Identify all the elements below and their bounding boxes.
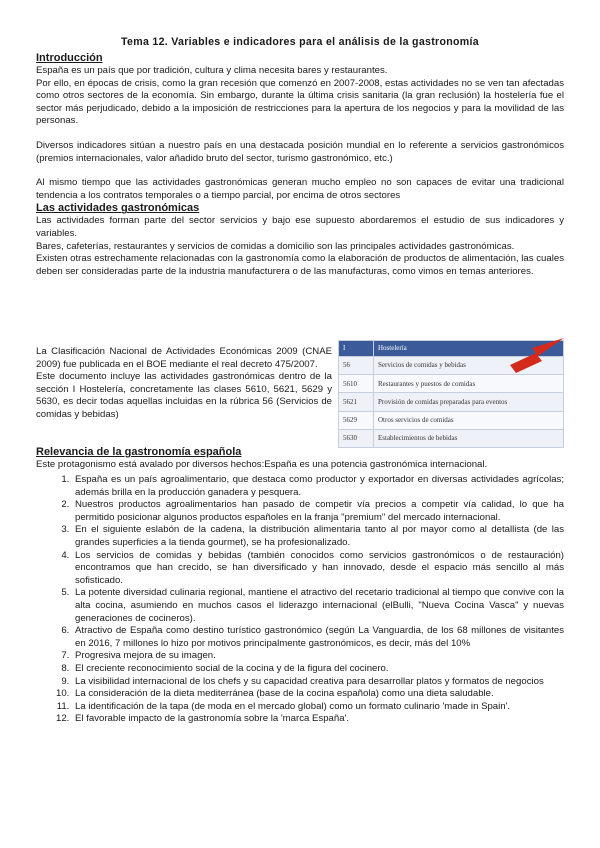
red-arrow-icon (500, 336, 566, 376)
activities-paragraph-2: Bares, cafeterías, restaurantes y servicios de comidas a domicilio son las principales actividades gastronómicas. (36, 240, 515, 252)
list-item: 5. La potente diversidad culinaria regional, mantiene el atractivo del recetario tradicional al tiempo que convive con la alta cocina, asumiendo en muchos casos el liderazgo internacional (elBulli, "Nueva Cocina Vasca" y nuevas generaciones de cocineros). (72, 587, 564, 625)
relevance-intro: Este protagonismo está avalado por diversos hechos:España es una potencia gastronómica internacional. (36, 459, 488, 470)
activities-paragraph-3: Existen otras estrechamente relacionadas con la gastronomía como la elaboración de productos de alimentación, las cuales deben ser consideradas parte de la industria manufacturera o de las manufacturas, como vimos en temas anteriores. (36, 253, 564, 277)
cnae-row (339, 429, 564, 447)
intro-paragraph-1: España es un país que por tradición, cultura y clima necesita bares y restaurantes. (36, 65, 388, 76)
list-item: 12. El favorable impacto de la gastronomía sobre la 'marca España'. (72, 713, 564, 726)
intro-paragraph-3: Diversos indicadores sitúan a nuestro país en una destacada posición mundial en lo referente a servicios gastronómicos (premios internacionales, valor añadido bruto del sector, turismo gastronómico, etc.) (36, 139, 564, 164)
cnae-label: Servicios de comidas y bebidas (374, 357, 564, 375)
activities-paragraph-1: Las actividades forman parte del sector servicios y bajo ese supuesto abordaremos el estudio de sus indicadores y variables. (36, 215, 564, 239)
relevance-list-wrap (52, 474, 564, 726)
cnae-code: 56 (339, 357, 374, 375)
cnae-label: Provisión de comidas preparadas para eventos (374, 393, 564, 411)
intro-section (36, 52, 564, 278)
list-item: 2. Nuestros productos agroalimentarios han pasado de competir vía precios a competir vía calidad, lo que ha permitido posicionar algunos productos españoles en la franja "premium" del mercado internacional. (72, 499, 564, 524)
cnae-label: Hostelería (374, 341, 564, 357)
relevance-section (36, 446, 564, 472)
list-item: 8. El creciente reconocimiento social de la cocina y de la figura del cocinero. (72, 663, 564, 676)
list-item: 11. La identificación de la tapa (de moda en el mercado global) como un formato culinario 'made in Spain'. (72, 701, 564, 714)
list-item: 1. España es un país agroalimentario, que destaca como productor y exportador en diversas actividades agrícolas; además brilla en la producción ganadera y pesquera. (72, 474, 564, 499)
list-item: 4. Los servicios de comidas y bebidas (también conocidos como servicios gastronómicos o de restauración) encontramos que han crecido, se han diversificado y han innovado, desde el espacio más sencillo al más sofisticado. (72, 550, 564, 588)
cnae-code: 5610 (339, 375, 374, 393)
relevance-heading: Relevancia de la gastronomía española (36, 446, 242, 458)
intro-heading: Introducción (36, 52, 103, 64)
list-item: 7. Progresiva mejora de su imagen. (72, 650, 564, 663)
cnae-code: I (339, 341, 374, 357)
list-item: 3. En el siguiente eslabón de la cadena, la distribución alimentaria tanto al por mayor como al detallista (de las grandes superficies a la tienda gourmet), se ha profesionalizado. (72, 524, 564, 549)
cnae-label: Restaurantes y puestos de comidas (374, 375, 564, 393)
cnae-section (36, 346, 332, 422)
cnae-label: Establecimientos de bebidas (374, 429, 564, 447)
cnae-row (339, 375, 564, 393)
cnae-code: 5621 (339, 393, 374, 411)
list-item: 6. Atractivo de España como destino turístico gastronómico (según La Vanguardia, de los 68 millones de visitantes en 2016, 7 millones lo hizo por motivos principalmente gastronómicos, es decir, más del 10% (72, 625, 564, 650)
intro-paragraph-4: Al mismo tiempo que las actividades gastronómicas generan mucho empleo no son capaces de evitar una tradicional tendencia a los contratos temporales o a tiempo parcial, por encima de otros sectores (36, 177, 564, 201)
red-arrow-shape (510, 338, 564, 373)
document-title: Tema 12. Variables e indicadores para el análisis de la gastronomía (121, 36, 479, 48)
list-item: 9. La visibilidad internacional de los chefs y su capacidad creativa para desarrollar platos y formatos de negocios (72, 676, 564, 689)
cnae-row (339, 393, 564, 411)
cnae-code: 5629 (339, 411, 374, 429)
list-item: 10. La consideración de la dieta mediterránea (base de la cocina española) como una dieta saludable. (72, 688, 564, 701)
activities-paragraph-5: Este documento incluye las actividades gastronómicas dentro de la sección I Hostelería, concretamente las clases 5610, 5621, 5629 y 5630, es decir todas aquellas incluidas en la rúbrica 56 (Servicios de comidas y bebidas) (36, 371, 332, 420)
relevance-list (52, 474, 564, 726)
cnae-label: Otros servicios de comidas (374, 411, 564, 429)
intro-paragraph-2: Por ello, en épocas de crisis, como la gran recesión que comenzó en 2007-2008, estas actividades no se ven tan afectadas como otros sectores de la economía. Sin embargo, durante la última crisis sanitaria (la gran reclusión) la hostelería fue el sector más perjudicado, debido a la imposición de restricciones para la apertura de los negocios y para la movilidad de las personas. (36, 77, 564, 127)
activities-heading: Las actividades gastronómicas (36, 202, 200, 215)
activities-paragraph-4: La Clasificación Nacional de Actividades Económicas 2009 (CNAE 2009) fue publicada en el BOE mediante el real decreto 475/2007. (36, 346, 332, 370)
cnae-row (339, 411, 564, 429)
cnae-code: 5630 (339, 429, 374, 447)
